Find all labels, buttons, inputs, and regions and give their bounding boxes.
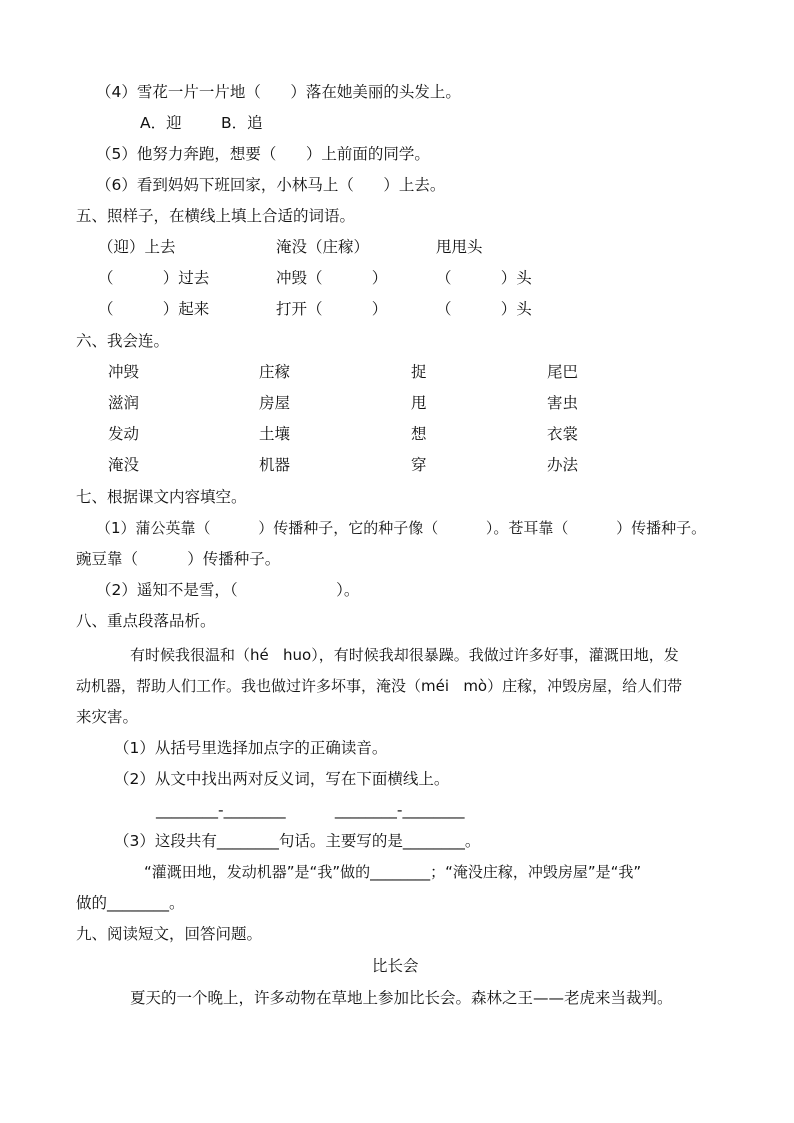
q5-col1-row3: （ ）起来 [98, 300, 210, 318]
q6-col2-word2: 房屋 [259, 394, 291, 412]
q8-paragraph-line2: 动机器，帮助人们工作。我也做过许多坏事，淹没（méi mò）庄稼，冲毁房屋，给人们带 [76, 677, 683, 695]
q5-col3-row1: 甩甩头 [436, 238, 483, 256]
q5-title: 五、照样子，在横线上填上合适的词语。 [76, 207, 356, 225]
q6-col2-word4: 机器 [259, 456, 291, 474]
q9-title: 九、阅读短文，回答问题。 [76, 925, 263, 943]
q8-sub-3: （3）这段共有________句话。主要写的是________。 [114, 832, 481, 850]
q9-story-title: 比长会 [372, 957, 419, 975]
q8-sub-1: （1）从括号里选择加点字的正确读音。 [114, 739, 388, 757]
q6-col1-word3: 发动 [108, 425, 140, 443]
q9-story-line1: 夏天的一个晚上，许多动物在草地上参加比长会。森林之王——老虎来当裁判。 [130, 989, 673, 1007]
q5-col3-row2: （ ）头 [436, 269, 532, 287]
q4-options: A．迎 B．追 [140, 114, 263, 132]
q5-col2-row1: 淹没（庄稼） [276, 238, 370, 256]
q6-col3-word1: 捉 [411, 363, 427, 381]
q8-title: 八、重点段落品析。 [76, 612, 216, 630]
q4-item-5: （5）他努力奔跑，想要（ ）上前面的同学。 [96, 145, 430, 163]
q8-paragraph-line3: 来灾害。 [76, 708, 139, 726]
q6-col1-word1: 冲毁 [108, 363, 140, 381]
q7-title: 七、根据课文内容填空。 [76, 488, 247, 506]
q6-col4-word4: 办法 [547, 456, 579, 474]
q8-antonym-blanks: ________-________ ________-________ [156, 801, 465, 819]
q7-item-2: （2）遥知不是雪，（ ）。 [96, 581, 360, 599]
q6-col4-word3: 衣裳 [547, 425, 579, 443]
q6-col3-word4: 穿 [411, 456, 427, 474]
q6-col2-word3: 土壤 [259, 425, 291, 443]
q5-col1-row1: （迎）上去 [98, 238, 176, 256]
q6-col4-word2: 害虫 [547, 394, 579, 412]
q5-col1-row2: （ ）过去 [98, 269, 210, 287]
q7-item-1b: 豌豆靠（ ）传播种子。 [76, 550, 281, 568]
q6-col2-word1: 庄稼 [259, 363, 291, 381]
q6-col1-word2: 滋润 [108, 394, 140, 412]
q4-item-6: （6）看到妈妈下班回家，小林马上（ ）上去。 [96, 176, 446, 194]
q6-col3-word2: 甩 [411, 394, 427, 412]
q6-title: 六、我会连。 [76, 332, 170, 350]
q6-col1-word4: 淹没 [108, 456, 140, 474]
q5-col2-row3: 打开（ ） [276, 300, 388, 318]
q6-col3-word3: 想 [411, 425, 427, 443]
q5-col3-row3: （ ）头 [436, 300, 532, 318]
q8-sub-2: （2）从文中找出两对反义词，写在下面横线上。 [114, 770, 450, 788]
q8-paragraph-line1: 有时候我很温和（hé huo），有时候我却很暴躁。我做过许多好事，灌溉田地，发 [130, 646, 679, 664]
q4-item-4: （4）雪花一片一片地（ ）落在她美丽的头发上。 [96, 83, 461, 101]
q7-item-1a: （1）蒲公英靠（ ）传播种子，它的种子像（ ）。苍耳靠（ ）传播种子。 [96, 519, 707, 537]
q6-col4-word1: 尾巴 [547, 363, 579, 381]
q5-col2-row2: 冲毁（ ） [276, 269, 388, 287]
q8-sub-3-line2: “灌溉田地，发动机器”是“我”做的________；“淹没庄稼，冲毁房屋”是“我” [144, 863, 642, 881]
q8-sub-3-line3: 做的________。 [76, 894, 185, 912]
